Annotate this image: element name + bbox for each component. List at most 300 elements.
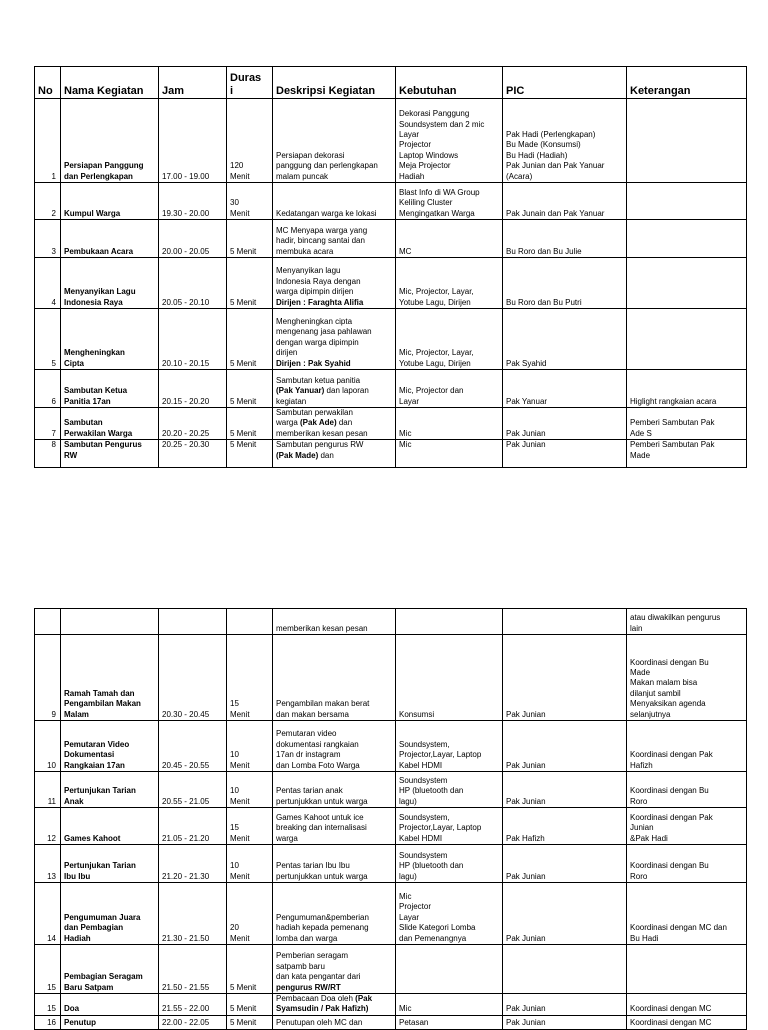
cell-kegiatan [61, 635, 159, 721]
cell-line: Konsumsi [399, 709, 435, 719]
cell-jam: 17.00 - 19.00 [159, 99, 227, 183]
cell-line: Soundsystem [399, 775, 448, 785]
table-row [35, 635, 747, 721]
text-segment: Indonesia Raya dengan [276, 276, 361, 286]
bold-segment: Dirijen : Faraghta Alifia [276, 297, 364, 307]
cell-keterangan [627, 99, 747, 183]
cell-jam: 21.55 - 22.00 [159, 994, 227, 1016]
cell-line: Pak Junian [506, 709, 546, 719]
cell-no [35, 609, 61, 635]
cell-line: Petasan [399, 1018, 429, 1028]
cell-line: 120 [230, 161, 244, 171]
cell-line: Menyanyikan Lagu [64, 287, 136, 297]
cell-line [276, 797, 392, 807]
cell-line: 10 [230, 861, 239, 871]
cell-durasi [227, 99, 273, 183]
cell-line: Meja Projector [399, 161, 451, 171]
text-segment: malam puncak [276, 171, 329, 181]
header-deskripsi: Deskripsi Kegiatan [273, 67, 396, 99]
cell-line: Bu Roro dan Bu Putri [506, 297, 582, 307]
cell-line: Roro [630, 871, 648, 881]
cell-line: Menit [230, 933, 250, 943]
cell-kegiatan [61, 721, 159, 772]
cell-line: &Pak Hadi [630, 833, 668, 843]
table-row [35, 220, 747, 258]
cell-kebutuhan [396, 808, 503, 845]
cell-durasi [227, 945, 273, 994]
table-row [35, 994, 747, 1016]
cell-kebutuhan [396, 635, 503, 721]
table-row [35, 772, 747, 808]
cell-line [276, 359, 392, 369]
cell-keterangan [627, 220, 747, 258]
cell-line: Menit [230, 709, 250, 719]
cell-line: MC [399, 246, 412, 256]
cell-durasi [227, 309, 273, 370]
table-row [35, 845, 747, 883]
cell-line: Layar [399, 912, 420, 922]
cell-line: Koordinasi dengan MC dan [630, 923, 727, 933]
text-segment: dirijen [276, 348, 298, 358]
cell-deskripsi [273, 440, 396, 468]
cell-line: Kumpul Warga [64, 208, 121, 218]
cell-deskripsi [273, 883, 396, 945]
cell-deskripsi [273, 635, 396, 721]
cell-line: selanjutnya [630, 709, 671, 719]
table-row [35, 370, 747, 408]
bold-segment: (Pak Yanuar) [276, 386, 325, 396]
cell-pic [503, 845, 627, 883]
cell-line: 5 Menit [230, 1018, 257, 1028]
cell-line: 20 [230, 923, 239, 933]
text-segment: Pembacaan Doa oleh [276, 994, 356, 1003]
cell-line: Slide Kategori Lomba [399, 923, 476, 933]
cell-kebutuhan [396, 258, 503, 309]
cell-line: Ade S [630, 428, 652, 438]
cell-line: Kabel HDMI [399, 760, 443, 770]
cell-jam: 20.55 - 21.05 [159, 772, 227, 808]
cell-no: 7 [35, 408, 61, 440]
cell-line: lagu) [399, 871, 417, 881]
cell-line: 5 Menit [230, 1004, 257, 1014]
header-no: No [35, 67, 61, 99]
cell-line: 5 Menit [230, 246, 257, 256]
cell-line: RW [64, 450, 78, 460]
cell-line: Bu Roro dan Bu Julie [506, 246, 582, 256]
cell-kegiatan [61, 440, 159, 468]
header-durasi-line: i [230, 85, 234, 97]
cell-line [276, 418, 392, 428]
cell-line: Projector [399, 140, 432, 150]
cell-line [276, 972, 392, 982]
cell-line: Koordinasi dengan Pak [630, 750, 713, 760]
cell-line [276, 151, 392, 161]
text-segment: Menyanyikan lagu [276, 266, 341, 276]
cell-line: 15 [230, 823, 239, 833]
cell-line: Mic [399, 891, 412, 901]
cell-kebutuhan [396, 408, 503, 440]
cell-line: dan Pemenangnya [399, 933, 467, 943]
cell-line: 5 Menit [230, 297, 257, 307]
cell-line: Koordinasi dengan Bu [630, 657, 709, 667]
cell-line [276, 429, 392, 439]
cell-no: 11 [35, 772, 61, 808]
cell-line: Roro [630, 796, 648, 806]
cell-kegiatan [61, 609, 159, 635]
cell-durasi [227, 883, 273, 945]
text-segment: MC Menyapa warga yang [276, 225, 368, 235]
cell-deskripsi [273, 609, 396, 635]
cell-line: dilanjut sambil [630, 688, 681, 698]
cell-durasi [227, 258, 273, 309]
cell-kebutuhan [396, 721, 503, 772]
cell-keterangan [627, 994, 747, 1016]
cell-line: Indonesia Raya [64, 297, 123, 307]
cell-kegiatan [61, 370, 159, 408]
cell-line [276, 1004, 392, 1014]
table-row [35, 1015, 747, 1029]
cell-line: Mic [399, 428, 412, 438]
text-segment: pertunjukkan untuk warga [276, 871, 368, 881]
cell-keterangan [627, 808, 747, 845]
cell-line [276, 287, 392, 297]
cell-line: Makan malam bisa [630, 678, 698, 688]
cell-kebutuhan [396, 994, 503, 1016]
cell-line: Mic [399, 1004, 412, 1014]
cell-line: Hadiah [399, 171, 425, 181]
cell-line: Cipta [64, 358, 84, 368]
cell-line [276, 923, 392, 933]
cell-line: Pak Junian [506, 933, 546, 943]
cell-line: Pak Junian [506, 760, 546, 770]
cell-line: Pak Syahid [506, 358, 547, 368]
cell-line [276, 161, 392, 171]
cell-line [276, 277, 392, 287]
cell-line: Koordinasi dengan Bu [630, 861, 709, 871]
cell-line: dan Pembagian [64, 923, 124, 933]
cell-kegiatan [61, 99, 159, 183]
cell-line: Soundsystem dan 2 mic [399, 119, 485, 129]
cell-pic [503, 440, 627, 468]
cell-kegiatan [61, 309, 159, 370]
cell-line [276, 451, 392, 461]
cell-line: 10 [230, 750, 239, 760]
cell-line: Dekorasi Panggung [399, 109, 470, 119]
bold-segment: (Pak [355, 994, 373, 1003]
cell-line [276, 729, 392, 739]
cell-line: Menit [230, 760, 250, 770]
cell-kebutuhan [396, 609, 503, 635]
cell-jam: 21.30 - 21.50 [159, 883, 227, 945]
schedule-table-top [34, 66, 747, 468]
cell-pic [503, 408, 627, 440]
cell-line: 10 [230, 786, 239, 796]
cell-durasi [227, 220, 273, 258]
cell-kebutuhan [396, 370, 503, 408]
cell-line: Games Kahoot [64, 833, 121, 843]
cell-no: 10 [35, 721, 61, 772]
cell-kegiatan [61, 883, 159, 945]
table-row [35, 883, 747, 945]
cell-keterangan [627, 408, 747, 440]
cell-no: 12 [35, 808, 61, 845]
cell-kebutuhan [396, 309, 503, 370]
cell-kebutuhan [396, 1015, 503, 1029]
table-row [35, 609, 747, 635]
cell-line: Ramah Tamah dan [64, 688, 135, 698]
cell-line: Pak Junian [506, 1018, 546, 1028]
bold-segment: Syamsudin / Pak Hafizh) [276, 1004, 369, 1014]
header-durasi-line: Duras [230, 72, 262, 84]
cell-kebutuhan [396, 220, 503, 258]
cell-deskripsi [273, 808, 396, 845]
cell-line: Pemberi Sambutan Pak [630, 418, 715, 428]
cell-line: Koordinasi dengan Pak [630, 812, 713, 822]
cell-pic [503, 370, 627, 408]
cell-line: Pak Junian [506, 796, 546, 806]
cell-durasi [227, 370, 273, 408]
cell-durasi [227, 609, 273, 635]
cell-line: Pembukaan Acara [64, 246, 134, 256]
cell-line: Bu Hadi (Hadiah) [506, 150, 568, 160]
cell-line: Ibu Ibu [64, 871, 91, 881]
text-segment: Pengambilan makan berat [276, 699, 370, 709]
cell-keterangan [627, 370, 747, 408]
text-segment: hadir, bincang santai dan [276, 236, 365, 246]
cell-keterangan [627, 772, 747, 808]
cell-line [276, 226, 392, 236]
cell-deskripsi [273, 99, 396, 183]
cell-pic [503, 183, 627, 220]
cell-no: 15 [35, 994, 61, 1016]
cell-kebutuhan [396, 99, 503, 183]
header-kebutuhan: Kebutuhan [396, 67, 503, 99]
cell-line: lagu) [399, 796, 417, 806]
cell-kegiatan [61, 945, 159, 994]
cell-pic [503, 635, 627, 721]
cell-line: Yotube Lagu, Dirijen [399, 297, 471, 307]
cell-no: 9 [35, 635, 61, 721]
text-segment: Sambutan ketua panitia [276, 375, 361, 385]
text-segment: warga dipimpin dirijen [276, 287, 354, 297]
cell-line: 5 Menit [230, 428, 257, 438]
cell-line: Rangkaian 17an [64, 760, 125, 770]
cell-line: Hafizh [630, 760, 653, 770]
cell-line: Pak Junian [506, 1004, 546, 1014]
cell-line: Koordinasi dengan Bu [630, 786, 709, 796]
cell-pic [503, 808, 627, 845]
cell-line [276, 624, 392, 634]
cell-deskripsi [273, 309, 396, 370]
cell-line: Menyaksikan agenda [630, 699, 706, 709]
cell-durasi [227, 440, 273, 468]
cell-line: Doa [64, 1004, 80, 1014]
cell-line: Higlight rangkaian acara [630, 396, 717, 406]
cell-line: Baru Satpam [64, 982, 114, 992]
cell-durasi [227, 1015, 273, 1029]
cell-jam: 21.20 - 21.30 [159, 845, 227, 883]
cell-pic [503, 945, 627, 994]
cell-deskripsi [273, 183, 396, 220]
cell-kebutuhan [396, 945, 503, 994]
cell-line: Dokumentasi [64, 750, 115, 760]
cell-jam: 20.20 - 20.25 [159, 408, 227, 440]
cell-durasi [227, 772, 273, 808]
cell-jam [159, 609, 227, 635]
cell-keterangan [627, 635, 747, 721]
cell-line: Made [630, 667, 651, 677]
schedule-table-bottom [34, 608, 747, 1030]
header-keterangan: Keterangan [627, 67, 747, 99]
text-segment: Pentas tarian Ibu Ibu [276, 861, 350, 871]
cell-line [276, 386, 392, 396]
text-segment: Sambutan pengurus RW [276, 440, 364, 450]
cell-line: Sambutan [64, 418, 103, 428]
cell-kebutuhan [396, 440, 503, 468]
cell-kegiatan [61, 183, 159, 220]
text-segment: dan [318, 450, 334, 460]
cell-kegiatan [61, 994, 159, 1016]
cell-line: Mic, Projector dan [399, 386, 464, 396]
cell-line [276, 348, 392, 358]
cell-line [276, 983, 392, 993]
cell-line [276, 962, 392, 972]
text-segment: 17an dr instagram [276, 750, 341, 760]
cell-line: Pak Junian [506, 440, 546, 450]
cell-deskripsi [273, 721, 396, 772]
cell-line: Sambutan Ketua [64, 386, 128, 396]
cell-line: Bu Hadi [630, 933, 659, 943]
cell-line: 5 Menit [230, 358, 257, 368]
text-segment: dan laporan [324, 386, 369, 396]
cell-jam: 20.15 - 20.20 [159, 370, 227, 408]
table-row [35, 440, 747, 468]
cell-line [276, 913, 392, 923]
cell-line [276, 699, 392, 709]
cell-no: 3 [35, 220, 61, 258]
cell-line: Panitia 17an [64, 396, 111, 406]
cell-kebutuhan [396, 183, 503, 220]
cell-line: Menit [230, 171, 250, 181]
cell-line: Pengumuman Juara [64, 912, 141, 922]
cell-jam: 20.25 - 20.30 [159, 440, 227, 468]
cell-line: Pemutaran Video [64, 739, 130, 749]
cell-line: Pak Junian [506, 428, 546, 438]
cell-line [276, 298, 392, 308]
cell-line [276, 813, 392, 823]
bold-segment: pengurus RW/RT [276, 982, 341, 992]
cell-kebutuhan [396, 772, 503, 808]
cell-jam: 20.45 - 20.55 [159, 721, 227, 772]
cell-line [276, 440, 392, 450]
cell-line: 5 Menit [230, 982, 257, 992]
cell-line [276, 872, 392, 882]
cell-line: Mengheningkan [64, 348, 125, 358]
text-segment: mengenang jasa pahlawan [276, 327, 372, 337]
text-segment: memberikan kesan pesan [276, 623, 368, 633]
table-row [35, 309, 747, 370]
text-segment: kegiatan [276, 396, 307, 406]
cell-line: Menit [230, 796, 250, 806]
cell-jam: 20.00 - 20.05 [159, 220, 227, 258]
cell-jam: 20.05 - 20.10 [159, 258, 227, 309]
cell-kegiatan [61, 808, 159, 845]
cell-line: Hadiah [64, 933, 91, 943]
cell-line [276, 209, 392, 219]
cell-line: Pengambilan Makan [64, 699, 141, 709]
cell-deskripsi [273, 370, 396, 408]
cell-keterangan [627, 609, 747, 635]
header-pic: PIC [503, 67, 627, 99]
cell-line: Pertunjukan Tarian [64, 861, 136, 871]
cell-line: Layar [399, 129, 420, 139]
cell-line: Pak Junian [506, 871, 546, 881]
cell-line: atau diwakilkan pengurus [630, 613, 721, 623]
cell-line [276, 236, 392, 246]
cell-line [276, 823, 392, 833]
header-row [35, 67, 747, 99]
text-segment: lomba dan warga [276, 933, 338, 943]
cell-durasi [227, 408, 273, 440]
cell-line [276, 266, 392, 276]
cell-line [276, 786, 392, 796]
text-segment: Pemutaran video [276, 729, 337, 739]
cell-no: 14 [35, 883, 61, 945]
cell-line: Pembagian Seragam [64, 972, 143, 982]
cell-line [276, 994, 392, 1004]
cell-kegiatan [61, 258, 159, 309]
cell-line [276, 317, 392, 327]
cell-line [276, 861, 392, 871]
text-segment: warga [276, 833, 298, 843]
cell-line: Menit [230, 833, 250, 843]
cell-line [276, 397, 392, 407]
cell-line [276, 740, 392, 750]
table-row [35, 408, 747, 440]
cell-keterangan [627, 258, 747, 309]
text-segment: Kedatangan warga ke lokasi [276, 208, 377, 218]
text-segment: dokumentasi rangkaian [276, 739, 359, 749]
text-segment: dengan warga dipimpin [276, 337, 359, 347]
cell-no: 15 [35, 945, 61, 994]
text-segment: Pengumuman&pemberian [276, 912, 369, 922]
cell-line: Mic, Projector, Layar, [399, 348, 474, 358]
cell-line: Pak Yanuar [506, 396, 548, 406]
text-segment: Games Kahoot untuk ice [276, 812, 364, 822]
cell-no: 2 [35, 183, 61, 220]
table-row [35, 945, 747, 994]
cell-line: Koordinasi dengan MC [630, 1004, 712, 1014]
text-segment: Persiapan dekorasi [276, 150, 345, 160]
text-segment: breaking dan internalisasi [276, 823, 367, 833]
cell-line: Malam [64, 709, 89, 719]
cell-jam: 20.10 - 20.15 [159, 309, 227, 370]
cell-pic [503, 99, 627, 183]
cell-line [276, 934, 392, 944]
cell-pic [503, 258, 627, 309]
cell-line: Projector [399, 902, 432, 912]
cell-line: lain [630, 623, 643, 633]
cell-line: 15 [230, 699, 239, 709]
cell-jam: 22.00 - 22.05 [159, 1015, 227, 1029]
cell-no: 16 [35, 1015, 61, 1029]
cell-no: 13 [35, 845, 61, 883]
cell-line [276, 750, 392, 760]
cell-line: HP (bluetooth dan [399, 861, 464, 871]
cell-deskripsi [273, 994, 396, 1016]
cell-line: dan Perlengkapan [64, 171, 133, 181]
cell-keterangan [627, 845, 747, 883]
